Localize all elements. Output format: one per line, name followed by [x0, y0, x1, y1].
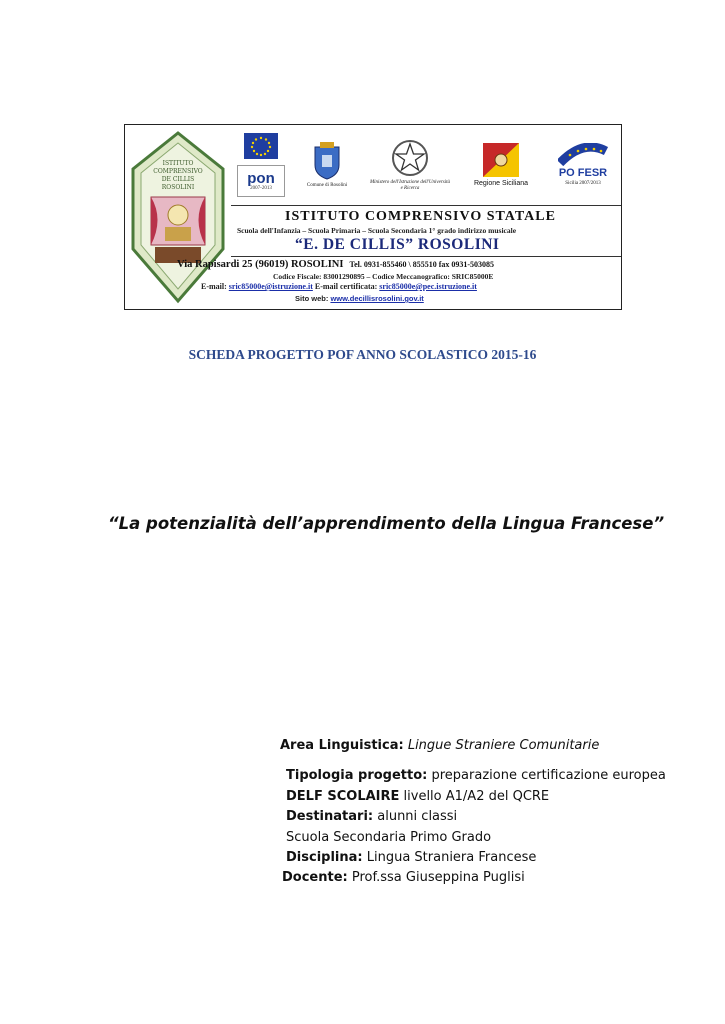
pon-years: 2007-2013	[250, 186, 272, 191]
scheda-heading: SCHEDA PROGETTO POF ANNO SCOLASTICO 2015-16	[188, 347, 537, 362]
pon-logo	[237, 165, 285, 197]
disciplina-label: Disciplina:	[286, 850, 363, 865]
header-divider-bottom	[231, 256, 621, 257]
email-label: E-mail:	[201, 282, 227, 291]
area-value: Lingue Straniere Comunitarie	[407, 738, 600, 753]
email-line	[201, 282, 477, 291]
tipologia-row	[286, 768, 666, 783]
tipologia-value: preparazione certificazione europea	[431, 768, 666, 783]
delf-value: livello A1/A2 del QCRE	[403, 789, 550, 804]
docente-value: Prof.ssa Giuseppina Puglisi	[351, 870, 525, 885]
docente-row	[282, 870, 525, 885]
comune-caption: Comune di Rosolini	[306, 183, 348, 188]
project-title: “La potenzialità dell’apprendimento della Lingua Francese”	[108, 514, 665, 533]
comune-shield-icon	[312, 141, 342, 181]
email-link[interactable]: sric85000e@istruzione.it	[228, 282, 313, 291]
regione-caption: Regione Siciliana	[473, 180, 529, 187]
comune-logo	[297, 127, 357, 203]
school-crest-logo	[129, 129, 227, 305]
scuola-row: Scuola Secondaria Primo Grado	[286, 830, 492, 845]
institute-title: ISTITUTO COMPRENSIVO STATALE	[285, 209, 556, 224]
ministero-logo	[365, 127, 455, 203]
delf-row	[286, 789, 549, 804]
svg-text:ROSOLINI: ROSOLINI	[161, 184, 195, 191]
pofesr-logo	[549, 127, 617, 203]
eu-flag-icon	[244, 133, 278, 159]
phones: Tel. 0931-855460 \ 855510 fax 0931-503085	[349, 260, 495, 269]
trinacria-icon	[483, 143, 519, 177]
ministero-caption: Ministero dell'Istruzione dell'Università e Ricerca	[370, 180, 450, 191]
pon-label: pon	[247, 170, 275, 187]
institute-name: “E. DE CILLIS” ROSOLINI	[295, 236, 500, 253]
institute-subtitle: Scuola dell'Infanzia – Scuola Primaria – Scuola Secondaria 1° grado indirizzo musicale	[237, 226, 517, 235]
eu-pon-logos	[233, 127, 289, 203]
web-link[interactable]: www.decillisrosolini.gov.it	[330, 294, 424, 303]
svg-text:ISTITUTO: ISTITUTO	[162, 160, 194, 167]
pofesr-label: PO FESR	[558, 167, 608, 179]
pec-label: E-mail certificata:	[314, 282, 378, 291]
destinatari-label: Destinatari:	[286, 809, 374, 824]
svg-text:COMPRENSIVO: COMPRENSIVO	[153, 168, 203, 175]
area-label: Area Linguistica:	[280, 738, 404, 753]
web-label: Sito web:	[295, 294, 329, 303]
pofesr-sub: Sicilia 2007/2013	[565, 181, 601, 186]
docente-label: Docente:	[282, 870, 348, 885]
pofesr-stars-icon	[558, 143, 608, 167]
disciplina-value: Lingua Straniera Francese	[366, 850, 537, 865]
disciplina-row	[286, 850, 536, 865]
header-divider-top	[231, 205, 621, 206]
web-line	[295, 294, 424, 303]
pec-link[interactable]: sric85000e@pec.istruzione.it	[379, 282, 477, 291]
delf-label: DELF SCOLAIRE	[286, 789, 400, 804]
republic-emblem-icon	[390, 138, 430, 178]
tipologia-label: Tipologia progetto:	[286, 768, 428, 783]
destinatari-value: alunni classi	[377, 809, 458, 824]
codes-line: Codice Fiscale: 83001290895 – Codice Meccanografico: SRIC85000E	[273, 272, 494, 281]
svg-text:DE CILLIS: DE CILLIS	[161, 176, 195, 183]
letterhead	[124, 124, 622, 310]
logo-strip	[231, 127, 619, 203]
regione-logo	[465, 127, 537, 203]
destinatari-row	[286, 809, 457, 824]
address-line	[177, 259, 617, 270]
address: Via Rapisardi 25 (96019) ROSOLINI	[177, 259, 344, 270]
area-row	[280, 738, 599, 753]
